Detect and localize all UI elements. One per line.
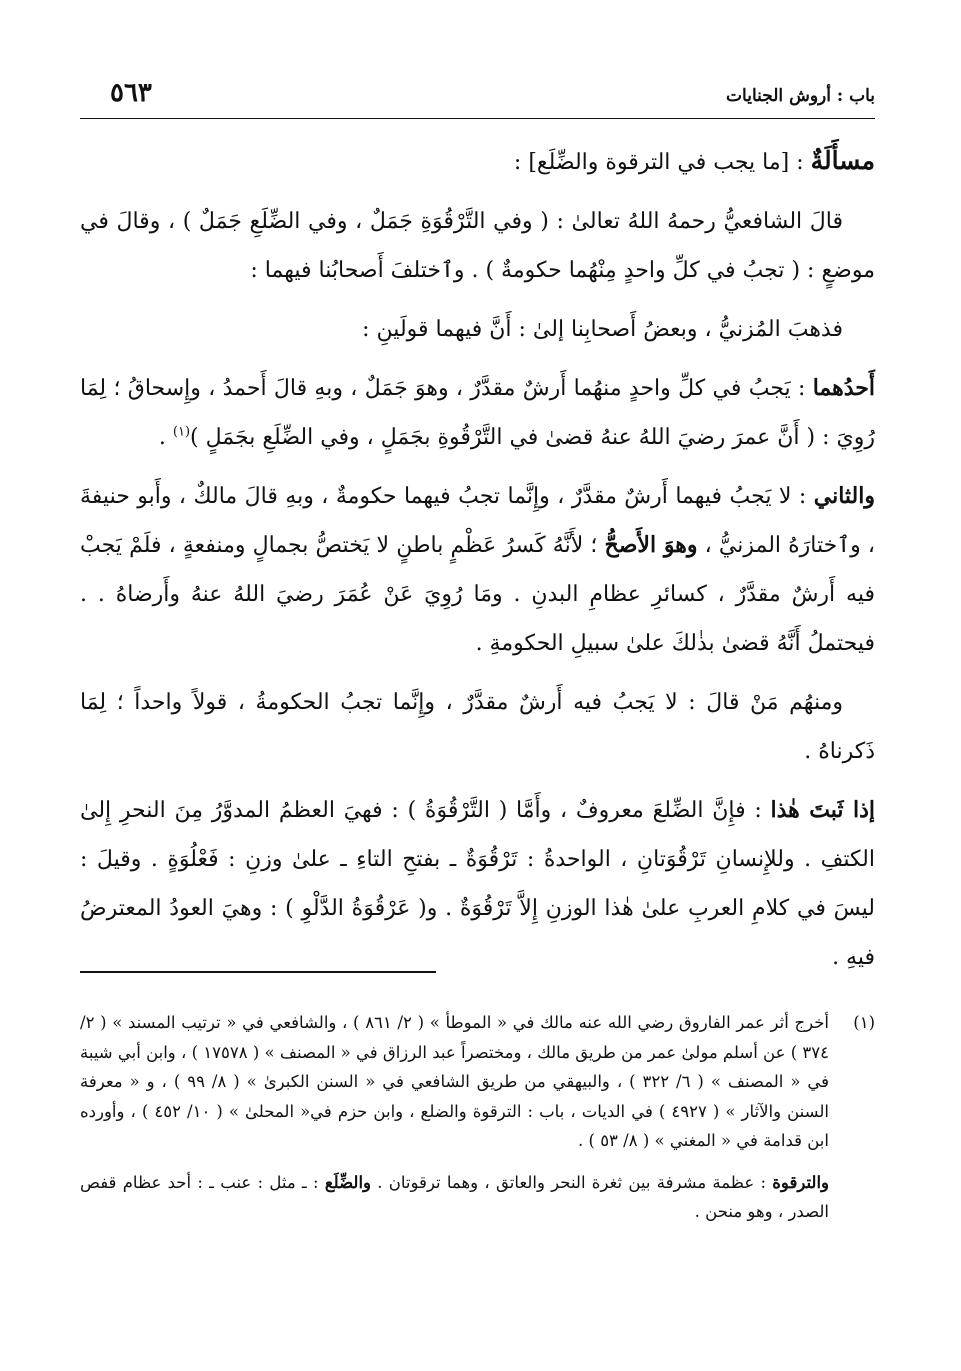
heading-label: مسأَلَةٌ: [810, 146, 875, 175]
footnote-text: أخرج أثر عمر الفاروق رضي الله عنه مالك في « الموطأ » ( ٢/ ٨٦١ ) ، والشافعي في « ترتيب المسند » ( ٢/ ٣٧٤ ) عن أسلم مولىٰ عمر من طريق مالك ، ومختصراً عبد الرزاق في « المصنف » ( ١٧٥٧٨ ) ، وابن أبي شيبة في « المصنف » ( ٦/ ٣٢٢ ) ، والبيهقي من طريق الشافعي في « السنن الكبرىٰ » ( ٨/ ٩٩ ) ، و « معرفة السنن والآثار » ( ٤٩٢٧ ) في الديات ، باب : الترقوة والضلع ، وابن حزم في« المحلىٰ » ( ١٠/ ٤٥٢ ) ، وأورده ابن قدامة في « المغني » ( ٨/ ٥٣ ) .: [80, 1013, 830, 1150]
footnote-item: [80, 1008, 875, 1156]
paragraph-single-opinion: ومنهُم مَنْ قالَ : لا يَجبُ فيه أَرشٌ مقدَّرٌ ، وإِنَّما تجبُ الحكومةُ ، قولاً واحداً ؛ لِمَا ذَكرناهُ .: [80, 690, 875, 764]
main-text: [80, 136, 875, 992]
section-heading: [80, 136, 875, 187]
first-opinion-lead: أَحدُهما: [812, 375, 875, 401]
chapter-title: باب : أروش الجنايات: [726, 86, 875, 106]
footnotes-section: [80, 1008, 875, 1227]
paragraph-definitions: [80, 786, 875, 982]
second-opinion-text-b: ؛ لأَنَّهُ كَسرُ عَظْمٍ باطنٍ لا يَختصُّ بجمالٍ ومنفعةٍ ، فلَمْ يَجبْ فيه أَرشٌ مقدَّرٌ ، كسائرِ عظامِ البدنِ . ومَا رُوِيَ عَنْ عُمَرَ رضيَ اللهُ عنهُ وأَرضاهُ . . فيحتملُ أَنَّهُ قضىٰ بذٰلكَ علىٰ سبيلِ الحكومةِ .: [80, 533, 875, 656]
second-opinion-emphasis: وهوَ الأَصحُّ: [604, 532, 698, 558]
glossary-note: [80, 1168, 875, 1227]
glossary-term-tarquwa: والترقوة: [772, 1172, 829, 1192]
paragraph-muzani: فذهبَ المُزنيُّ ، وبعضُ أَصحابِنا إلىٰ : أَنَّ فيهما قولَينِ :: [362, 317, 843, 342]
second-opinion-text-a: : لا يَجبُ فيهما أَرشٌ مقدَّرٌ ، وإِنَّما تجبُ فيهما حكومةٌ ، وبهِ قالَ مالكٌ ، وأَبو حنيفةَ ، وٱختارَهُ المزنيُّ ،: [80, 484, 876, 558]
page-number: ٥٦٣: [110, 78, 152, 108]
definitions-lead: إذا ثَبتَ هٰذا: [770, 797, 876, 823]
footnote-reference[interactable]: (١): [172, 424, 191, 440]
book-page: [80, 0, 875, 1371]
first-opinion-tail: .: [158, 425, 173, 450]
footnote-number: (١): [853, 1013, 875, 1032]
second-opinion-lead: والثاني: [813, 483, 875, 509]
first-opinion-text: : يَجبُ في كلِّ واحدٍ منهُما أَرشٌ مقدَّرٌ ، وهوَ جَمَلٌ ، وبهِ قالَ أَحمدُ ، وإِسحاقُ ؛ لِمَا رُوِيَ : ( أَنَّ عمرَ رضيَ اللهُ عنهُ قضىٰ في التَّرْقُوةِ بجَمَلٍ ، وفي الضِّلَعِ بجَمَلٍ ): [80, 376, 875, 450]
heading-title: : [ما يجب في الترقوة والضِّلَع] :: [513, 150, 811, 175]
definitions-text: : فإِنَّ الضِّلعَ معروفٌ ، وأَمَّا ( التَّرْقُوَةُ ) : فهيَ العظمُ المدوَّرُ مِنَ النحرِ إِلىٰ الكتفِ . وللإِنسانِ تَرْقُوَتانِ ، الواحدةُ : تَرْقُوَةٌ ـ بفتحِ التاءِ ـ علىٰ وزنِ : فَعْلُوَةٍ . وقيلَ : ليسَ في كلامِ العربِ علىٰ هٰذا الوزنِ إِلاَّ تَرْقُوَةٌ . و( عَرْقُوَةُ الدَّلْوِ ) : وهيَ العودُ المعترضُ فيهِ .: [80, 798, 875, 970]
footnote-divider: [80, 971, 436, 973]
running-header: [80, 74, 875, 119]
glossary-def-dila: : ـ مثل : عنب ـ : أحد عظام قفص الصدر ، وهو منحن .: [80, 1172, 829, 1221]
paragraph-second-opinion: [80, 472, 875, 668]
glossary-def-tarquwa: : عظمة مشرفة بين ثغرة النحر والعاتق ، وهما ترقوتان .: [371, 1172, 773, 1192]
glossary-term-dila: والضِّلَع: [324, 1172, 372, 1192]
paragraph-first-opinion: [80, 364, 875, 462]
paragraph-shafii-quote: قالَ الشافعيُّ رحمهُ اللهُ تعالىٰ : ( وفي التَّرْقُوَةِ جَمَلٌ ، وفي الضِّلَعِ جَمَلٌ ) ، وقالَ في موضعٍ : ( تجبُ في كلِّ واحدٍ مِنْهُما حكومةٌ ) . وٱختلفَ أَصحابُنا فيهما :: [80, 209, 875, 283]
